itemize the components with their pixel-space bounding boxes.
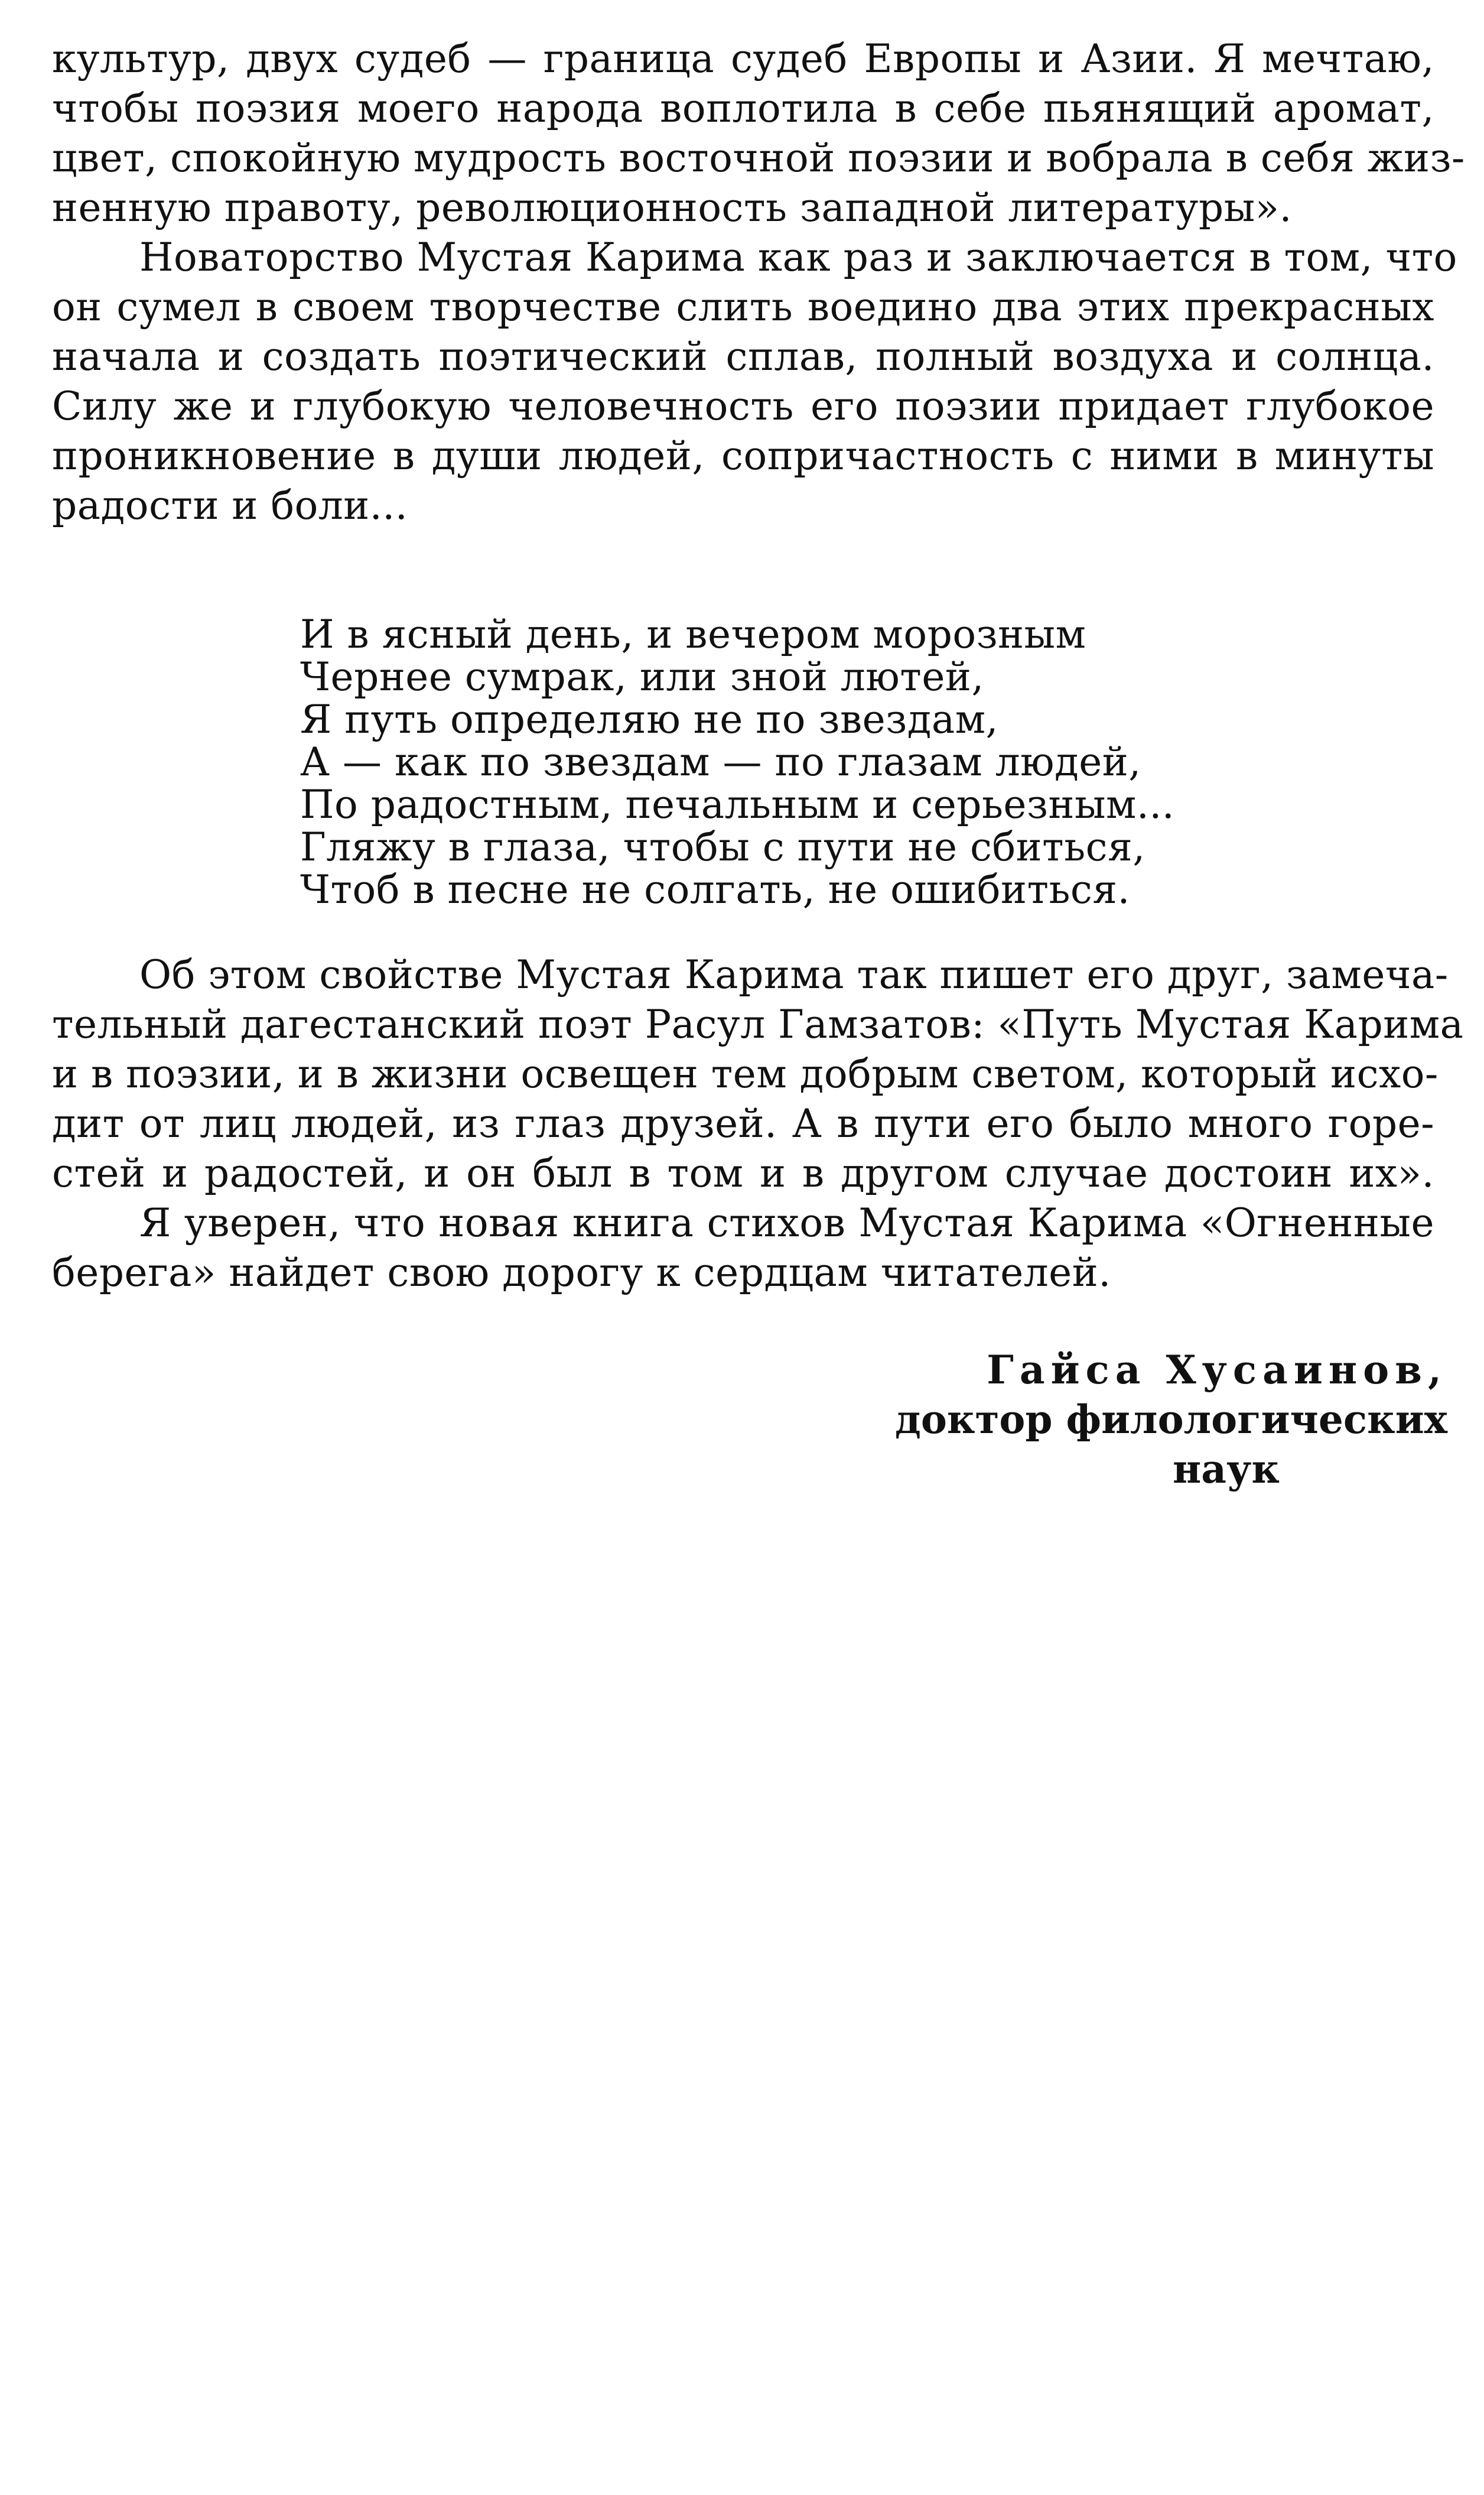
paragraph-1-line-1: культур, двух судеб — граница судеб Европы и Азии. Я мечтаю, <box>52 36 1434 82</box>
signature-name: Гайса Хусаинов, <box>987 1347 1447 1393</box>
poem-line-3: Я путь определяю не по звездам, <box>300 697 999 742</box>
paragraph-2-line-5: проникновение в души людей, сопричастность с ними в минуты <box>52 433 1434 479</box>
paragraph-2-line-4: Силу же и глубокую человечность его поэзии придает глубокое <box>52 384 1434 429</box>
signature-degree: наук <box>1173 1446 1280 1492</box>
signature <box>894 1345 1447 1499</box>
signature-title: доктор филологических <box>894 1396 1447 1443</box>
paragraph-3-line-3: и в поэзии, и в жизни освещен тем добрым светом, который исхо- <box>52 1051 1439 1097</box>
paragraph-2-line-1: Новаторство Мустая Карима как раз и заключается в том, что <box>139 235 1457 280</box>
paragraph-2-line-3: начала и создать поэтический сплав, полный воздуха и солнца. <box>52 334 1434 379</box>
paragraph-3-line-4: дит от лиц людей, из глаз друзей. А в пути его было много горе- <box>52 1101 1434 1146</box>
poem-line-7: Чтоб в песне не солгать, не ошибиться. <box>300 867 1130 912</box>
poem-line-5: По радостным, печальным и серьезным... <box>300 782 1175 827</box>
paragraph-4-line-2: берега» найдет свою дорогу к сердцам читателей. <box>52 1250 1111 1295</box>
poem-line-2: Чернее сумрак, или зной лютей, <box>300 654 984 700</box>
paragraph-1-line-2: чтобы поэзия моего народа воплотила в себе пьянящий аромат, <box>52 86 1434 131</box>
paragraph-4-line-1: Я уверен, что новая книга стихов Мустая Карима «Огненные <box>139 1200 1434 1246</box>
paragraph-3-line-1: Об этом свойстве Мустая Карима так пишет его друг, замеча- <box>139 952 1449 998</box>
paragraph-3-line-2: тельный дагестанский поэт Расул Гамзатов: «Путь Мустая Карима <box>52 1002 1464 1047</box>
paragraph-1-line-4: ненную правоту, революционность западной литературы». <box>52 185 1293 230</box>
paragraph-1-line-3: цвет, спокойную мудрость восточной поэзии и вобрала в себя жиз- <box>52 135 1465 181</box>
poem-line-6: Гляжу в глаза, чтобы с пути не сбиться, <box>300 824 1145 870</box>
paragraph-3-line-5: стей и радостей, и он был в том и в другом случае достоин их». <box>52 1151 1434 1196</box>
paragraph-2-line-6: радости и боли... <box>52 483 408 528</box>
poem-line-4: А — как по звездам — по глазам людей, <box>300 739 1141 785</box>
poem-line-1: И в ясный день, и вечером морозным <box>300 612 1086 657</box>
paragraph-2-line-2: он сумел в своем творчестве слить воедино два этих прекрасных <box>52 284 1434 330</box>
